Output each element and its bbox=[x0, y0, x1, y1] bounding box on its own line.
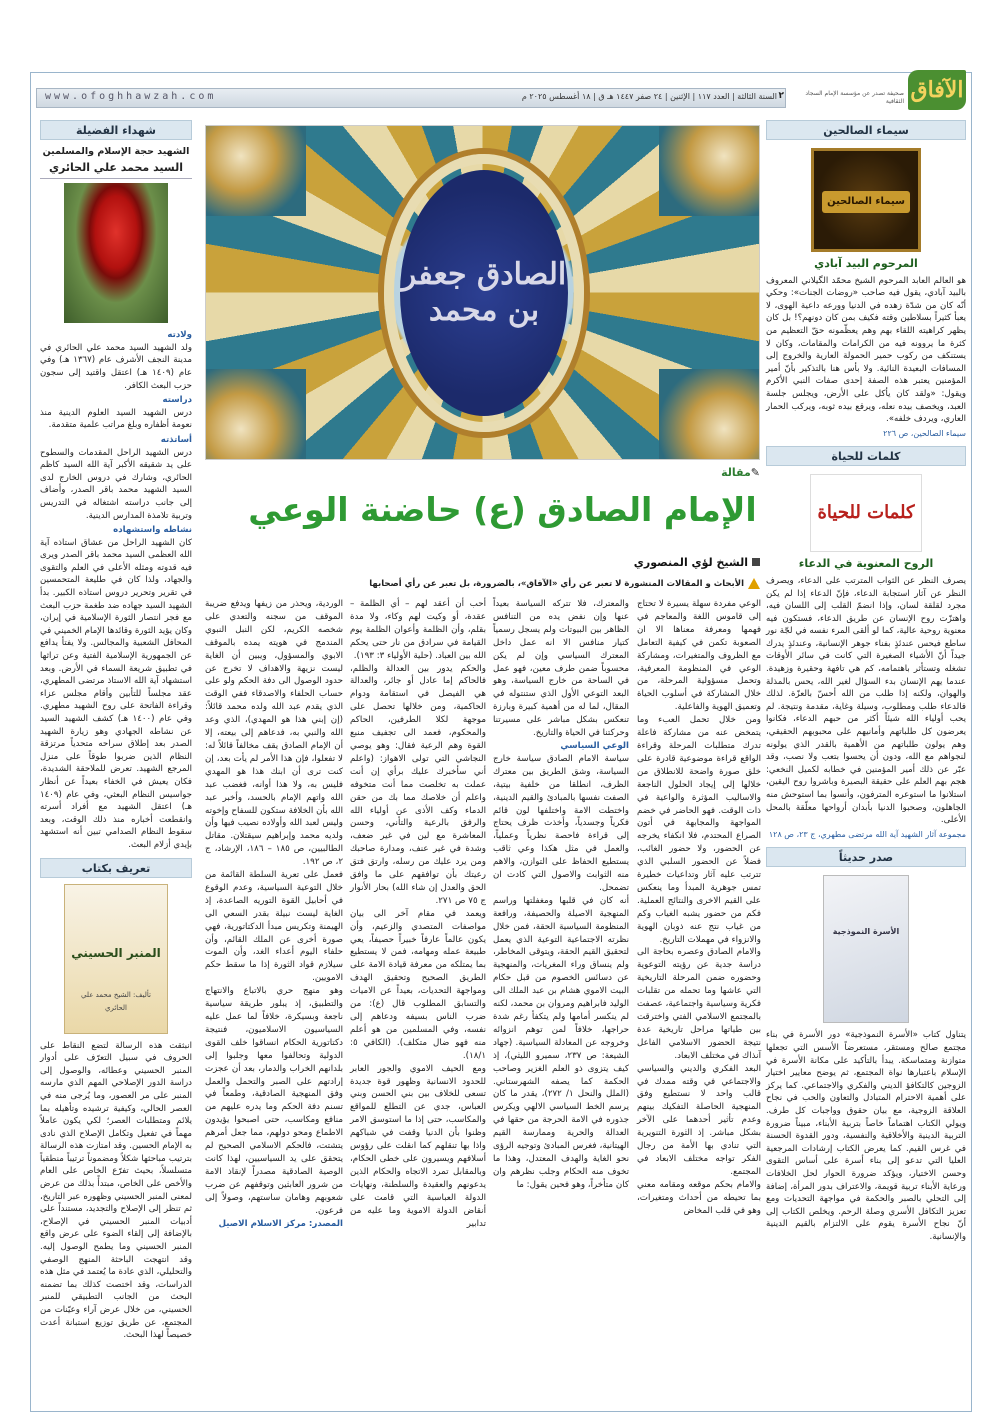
pen-icon: ✎ bbox=[750, 466, 760, 479]
col1-para: والامام الصادق وعصره بحاجة الى دراسة جدية عن رؤيته التوعوية وحضوره ضمن المرحلة التاريخية التي عاشها وما تحمله من تقلبات فكرية وسياسية واجتماعية، عصفت بالمجتمع الاسلامي الفتي واخترقت بين طياتها مراحل تاريخية عدة نتيجة الحضور الاسلامي الفاعل آنذاك في مختلف الابعاد. bbox=[637, 947, 761, 1061]
salehin-caption: المرحوم البيد آبادي bbox=[814, 257, 918, 270]
words-text: يصرف النظر عن الثواب المترتب على الدعاء، ويصرف النظر عن آثار استجابة الدعاء، فإنّ الدعاء إذا لم يكن مجرد لقلقة لسان، وإذا انضمّ القلب إلى اللسان فيه، واهتزّت روح الإنسان عن طريق الدعاء، فستكون فيه معنوية روحية عالية، كما لو ألقى المرء نفسه في لجّة نور ساطع فيحس عندئذٍ بفناء جوهر الإنسانية، وعندئذٍ يدرك جيداً أنّ الأشياء الصغيرة التي كانت في سائر الأوقات تشغله وتستأثر باهتمامه، كم هي تافهة وحقيرة وزهيدة. عندما يهم الإنسان بدء السؤال لغير الله، يحس بالمذلة والهوان، ولكنه إذا طلب من الله أحسّ بالعزّة. لذلك فالدعاء طلب ومطلوب، وسيلة وغاية، مقدمة ونتيجة. لم يحب أولياء الله شيئاً أكثر من حبهم الدعاء، فكانوا يعرضون كل طلباتهم وأمانيهم على محبوبهم الحقيقي، وهم يولون طلباتهم من الأهمية بالقدر الذي يولونه لنجواهم مع الله، ودون أن يحسوا بتعب ولا نصب، وقد عبّر عن ذلك أمير المؤمنين في خطابه لكميل النخعي: هجم بهم العلم على حقيقة البصيرة وباشروا روح اليقين، استلانوا ما استوعره المترفون، وأنسوا بما استوحش منه الجاهلون، وصحبوا الدنيا بأبدان أرواحها معلّقة بالمحل الأعلى. bbox=[766, 575, 966, 826]
section-title-book: تعريف بكتاب bbox=[40, 858, 192, 878]
col1-para: الوعي مفردة سهلة يسيرة لا تحتاج إلى قاموس اللغة والمعاجم في فهمها ومعرفة معناها الا ان الصعوبة تكمن في كيفية التعامل مع الظروف والمتغيرات، ومشاركة الوعي في المنظومة المعرفية، وتحمل مسؤولية المرحلة، من خلال المشاركة في أسلوب الحياة وتعميق الهوية والفاعلية. bbox=[637, 599, 761, 713]
words-caption: الروح المعنوية في الدعاء bbox=[798, 557, 934, 571]
article-disclaimer bbox=[240, 578, 760, 589]
activity-head: نشاطه واستشهاده bbox=[113, 525, 192, 536]
left-sidebar bbox=[40, 120, 192, 1344]
salehin-illustration bbox=[811, 148, 921, 252]
tulip-image bbox=[64, 183, 168, 323]
col2-para: سياسة الامام الصادق سياسة خارج السياسة، وشق الطريق بين معترك الظرف، انطلقا من خلفية بيتية، الصفت نفسها بالمبادئ والقيم الدينية، واختطت الامة واختلفها لون قائم فكرياً وجسدياً، وأخذت ظرف يحتاج إلى قراءة فاحصة نظرياً وعملياً، والعمل في مثل هكذا وعي ثاقب يستطيع الحفاظ على التوازن، والاهم منه الثوابت والاصول التي كادت ان تضمحل. bbox=[493, 753, 629, 893]
book-text: انبثقت هذه الرسالة لتضع النقاط على الحروف في سبيل التعرّف على أدوار المنبر الحسيني وعطائه، والوصول إلى دراسة الدور الإصلاحي المهم الذي مارسه المنبر على مر العصور، وما يُرجى منه في العصر الحالي، وكيفية ترشيده وتأهيله بما يلائم ومتطلبات العصر؛ لكي يكون عاملاً مهماً في تفعيل وتكامل الإصلاح الذي نادى به الإمام الحسين. وقد امتازت هذه الرسالة بترتيب مباحثها شكلاً ومضموناً ترتيباً منطقياً متسلسلاً، بحيث تفرّع الخاص على العام والأخص على الخاص، مبتدأً بذلك من عرض لمعنى المنبر الحسيني وظهوره عبر التاريخ، ثم تنظر إلى الإصلاح والتجديد، مستنداً على أدبيات المنبر الحسيني في الإصلاح، بالإضافة إلى إلقاء الضوء على عرض واقع المنبر الحسيني وما يطمح الوصول إليه. وقد انتهجت الباحثة المنهج الوصفي والتحليلي، الذي عادة ما يُعتمد في مثل هذه الدراسات، وقد اختصت كذلك بما تضمنه البحث من الجانب التطبيقي للمنبر الحسيني، من خلال عرض آراء وعيّنات من المجتمع، عن طريق توزيع استبانة أعدت خصيصاً لهذا البحث. bbox=[40, 1040, 192, 1341]
col1-para: البعد الفكري والديني والسياسي والاجتماعي في وقته ممدك في قالب واحد لا نستطيع وفق المنهجية الحاصلة التفكيك بينهم وعدم تأثير أحدهما على الآخر بشكل مباشر. إذ الثورة التنويرية التي تنادي بها الأمة من رجال الفكر تواجه مختلف الابعاد في المجتمع. bbox=[637, 1063, 761, 1177]
hero-medallion bbox=[400, 170, 568, 416]
col2-para: والمعترك، فلا تتركه السياسة بعيداً عنها وإن نفض يده من التنافس الظاهر بين البيوتات ولم يسجل رسمياً كتيار منافس الا انه عمل داخل المعترك السياسي وإن لم يكن محسوباً ضمن طرف معين، فهو عمل في الساحة من خارج السياسة، وهو البعد التوعي الأول الذي ستنتوله في المقال، لما له من أهمية كبيرة وبارزة تنعكس بشكل مباشر على مسيرتنا وحركتنا في الحياة والتاريخ. bbox=[493, 599, 629, 739]
birth-text: ولد الشهيد السيد محمد علي الحائري في مدينة النجف الأشرف عام (١٣٦٧ هـ) وفي عام (١٤٠٩ هـ) اعتقل واقتيد إلى سجون حزب البعث الكافر. bbox=[40, 342, 192, 391]
col4-para: وهو منهج حري بالاتباع والانتهاج والتطبيق، إذ يبلور طريقة سياسية ناجعة وبسيكرة، خلافاً لما عمل عليه السياسيون الاسلاميون، فنتيجة دكتاتورية الحكام انساقوا خلف القوى الدولية وتحالفوا معها وجلبوا إلى بلدانهم الخراب والدمار، بعد أن عجزت إرادتهم على الصبر والتحمل والعمل وفق المنهجية الصادقية، وطمعاً في تسنم دفة الحكم وما يدره عليهم من منافع ومكاسب، حتى اصبحوا يؤيدون الاطماع ومحو دولهم، مما جعل أمرهم يتشتت، فالحكم الاسلامي الصحيح لم يتحقق على يد السياسيين، لهذا كانت الوصية الصادقية مصدراً لإنقاذ الامة من شرور العابثين وتوقفهم عن ضرب شعوبهم وهامان ساستهم، وصولاً إلى فرعون. bbox=[205, 986, 343, 1216]
book-cover-author: تأليف: الشيخ محمد علي الحائري bbox=[81, 991, 151, 1012]
newspaper-logo: الآفاق bbox=[908, 70, 966, 110]
new-release-text: يتناول كتاب «الأسرة النموذجية» دور الأسرة في بناء مجتمع صالح ومستقر، مستعرضاً الأسس التي تجعلها متوازنة ومتماسكة. يبدأ بالتأكيد على مكانة الأسرة في الإسلام باعتبارها نواة المجتمع، ثم يوضح معايير اختيار الزوجين كالتكافؤ الديني والفكري والاجتماعي. كما يركز على أهمية الاحترام المتبادل والتعاون والحب في نجاح العلاقة الزوجية، مع بيان حقوق وواجبات كل طرف. ويولي الكتاب اهتماماً خاصاً بتربية الأبناء، مبيناً ضرورة التربية الدينية والأخلاقية والنفسية، ودور القدوة الحسنة في غرس القيم. كما يعرض الكتاب إرشادات المرجعية العليا التي تدعو إلى بناء أسرة على أساس التقوى وحسن الاختيار، ويؤكد ضرورة الحوار لحل الخلافات ورعاية الأبناء تربية قويمة، والاعتراف بدور المرأة، إضافة إلى التحلي بالصبر والحكمة في مواجهة التحديات ومع تعزيز التكافل الأسري وصلة الرحم. ويخلص الكتاب إلى أنّ نجاح الأسرة يقوم على الالتزام بالقيم الدينية والإنسانية. bbox=[766, 1030, 966, 1242]
article-kicker bbox=[721, 466, 760, 479]
words-source: مجموعة آثار الشهيد آية الله مرتضى مطهري، ج ٢٣، ص ١٢٨ bbox=[768, 829, 966, 839]
hero-corner-ornament bbox=[205, 369, 306, 460]
book-cover bbox=[64, 884, 168, 1034]
col4-para: الوردية، ويحذر من زيفها ويدفع ضريبة الموقف من سجنه والتعدي على شخصه الكريم، لكن النبل النبوي المندمج في هويته يمده بالموقف الابوي والمسؤول، ويبين أن الغاية ليست نزيهة والاهداف لا تخرج عن حدود الوصول الى دفة الحكم ولو على حساب الحلفاء والاصدقاء ففي الوقت الذي يقدم عبد الله ولده محمد قائلاً: (إن إبني هذا هو المهدي)، الذي وعد الله والنبي به، فدعاهم إلى بيعته، إلا أن الإمام الصادق يقف مخالفاً قائلاً له: لا تفعلوا، فإن هذا الأمر لم يأت بعد، إن كنت ترى أن ابنك هذا هو المهدي فليس به، ولا هذا أوانه، فغضب عبد الله واتهم الإمام بالحسد، وأخبر عبد الله بأن الخلافة ستكون للسفاح وإخوته وليس لعبد الله وأولاده نصيب فيها وأن ولديه محمد وإبراهيم سيقتلان. مقاتل الطالبيين، ص ١٨٥ – ١٨٦، الإرشاد، ج ٢، ص ١٩٢. bbox=[205, 599, 343, 868]
dateline: السنة الثالثة | العدد ١١٧ | الإثنين | ٢٤ صفر ١٤٤٧ هـ ق | ١٨ أغسطس ٢٠٢٥ م bbox=[521, 92, 777, 101]
right-sidebar bbox=[766, 120, 966, 1245]
col3-para: والحكم يدور بين العدالة والظلم، فالحاكم إما عادل أو جائر، والعدالة هي الفيصل في استقامة ودوام الحاكمية، ومن خلالها تحصل على موجهة لكلا الطرفين، الحاكم والمحكوم، فعمد الى تجفيف منبع القوة وهم الرعية فقال: وهو يوصي النجاشي التي تولى الاهواز: (واعلم أني سأخبرك عليك برأي إن أنت عملت به تخلصت مما أنت متخوفه واعلم أن خلاصك مما بك من حقن الدماء وكف الأذى عن أولياء الله والرفق بالرعية والتأني، وحسن المعاشرة مع لين في غير ضعف، وشدة في غير عنف، ومدارة صاحبك ومن يرد عليك من رسله، وارتق فتق رعيتك بأن توافقهم على ما وافق الحق والعدل إن شاء الله) بحار الأنوار ج ٧٥ ص ٢٧١. bbox=[350, 663, 486, 906]
col3-para: ومع الحيف الاموي والجور العابر للحدود الانسانية وظهور قوة جديدة تسعى للخلاف بين بني الحسن وبني العباس، جدي عن التطلع للمواقع والمكاسب، حتى إذا ما استوسق الامر وظنوا بأن الدنيا وقفت في شباكهم واذا بها تنقلهم كما انقلت على رؤوس أسلافهم ويسيرون على خطى الحكام، وبالمقابل تمرد الاتجاه والحكام الذين يدعونهم والعقيدة والسلطنة، ونهايات الدولة العباسية التي قامت على أنقاض الدولة الاموية وما عليه من تدابير bbox=[350, 1063, 486, 1229]
hero-corner-ornament bbox=[659, 125, 760, 216]
article-source: المصدر: مركز الاسلام الاصيل bbox=[218, 1218, 343, 1229]
col4-para: فعمل على تعرية السلطة القائمة من خلال التوعية السياسية، وعدم الوقوع في أحابيل القوة التوريه الصاعدة، إذ الغاية ليست نبيلة بقدر السعي الى الهيمنة وتكريس مبدأ الدكتاتورية، فهي صورة أخرى عن الملك القائم، وأن حلفاء اليوم أعداء الغد، وأن الموت سيلازم قواد الثورة إذا ما سقط حكم الامويين. bbox=[205, 870, 343, 984]
hero-calligraphy-text: الصادق جعفر بن محمد bbox=[401, 257, 567, 328]
article-headline: الإمام الصادق (ع) حاضنة الوعي bbox=[248, 490, 757, 529]
masthead bbox=[788, 70, 966, 110]
salehin-source: سيماء الصالحين، ص ٢٢٦ bbox=[883, 428, 966, 438]
martyr-rank: الشهيد حجة الإسلام والمسلمين bbox=[42, 146, 190, 157]
study-head: دراسته bbox=[162, 395, 192, 406]
col2-subhead: الوعي السياسي bbox=[560, 740, 629, 751]
page-number: ٢ bbox=[778, 91, 784, 101]
illustration-label: سيماء الصالحين bbox=[822, 191, 910, 213]
col3-para: أحب أن أعقد لهم – أي الظلمة – عقدة، أو وكيت لهم وكاء، ولا مدة بقلم، وأن الظلمة وأعوان الظلمة يوم القيامة في سرادق من نار حتى يحكم الله بين العباد. (حلية الأولياء ٣: ١٩٣). bbox=[350, 599, 486, 661]
disclaimer-text: الأبحاث و المقالات المنشورة لا تعبر عن رأي «الآفاق»، بالضرورة، بل تعبر عن رأي أصحابها bbox=[369, 579, 744, 589]
tagline: صحيفة تصدر عن مؤسسة الإمام السجاد الثقافية bbox=[805, 90, 904, 105]
hero-calligraphy-image bbox=[205, 125, 760, 460]
article-column-3 bbox=[350, 598, 486, 1230]
col2-para: أنه كان في قلبها ومغفلتها وراسم المنهجية الاصيلة والحصيفة، ورافعة المنظومة السياسية الحقة، فمن خلال نظرته الاجتماعية التوعية الذي يعمل لتحقيق القيم الحقة، ويتوقى المخاطر، ولم ينساق وراء المغريات، والمنهجية عن دسائس الخصوم من قبل حكام البيت الاموي هشام بن عبد الملك الى الوليد فابراهيم ومروان بن محمد، لكنه لم ينكسر أمامها ولم يتكفأ رغم شدة حراجها، خلافاً لمن توهم انزوائه وخروجه عن المعادلة السياسية. (جهاد الشيعة: ص ٢٣٧، سميرو الليثي)، إذ كيف يتزوى ذو العلم الغزير وصاحب الحكمة كما يصفه الشهرستاني. (الملل والنحل ١/ ٢٧٢)، يقدر ما كان يرسم الخط السياسي الالهي ويكرس جذوره في الامة الحرجة من حقها في العدالة والحرية وممارسة القيم الهيتانية، فغرس المبادئ وتوجيه الرؤى نحو الغاية والهدف المعتدل، وهذا ما تخوف منه الحكام وجلب نظرهم وان كان متأخراً، وهو فحين يقول: ما bbox=[493, 895, 629, 1190]
teachers-text: درس الشهيد الراحل المقدمات والسطوح على يد شقيقه الأكبر آية الله السيد كاظم الحائري، وشارك في دروس الخارج لدى السيد الشهيد محمد باقر الصدر، وأضاف إلى جانب دراسته اشتغاله في التدريس وتربية تلامذة المدارس الدينية. bbox=[40, 447, 192, 521]
article-column-4 bbox=[205, 598, 343, 1230]
col1-para: ومن خلال تحمل العبء وما يتمخض عنه من مشاركة فاعلة تدرك متطلبات المرحلة وقراءة الواقع قراءة موضوعية قادرة على خلق صورة واضحة للانطلاق من خلالها إلى إيجاد الحلول الناجعة والاساليب المؤثرة والواعية في ذات الوقت. فهو الحاضر في خضم المواجهة والمجابهة في أتون الصراع المحتدم، فلا انكفاء يخرجه عن الحضور، ولا حضور الغائب، فضلاً عن الحضور السلبي الذي تترتب عليه آثار وتداعيات خطيرة تمس جوهرية المبدأ وما ينعكس على القيم الاخرى والنتائج العملية. فكم من حضور يشبه الغياب وكم من غياب نتج عنه ذوبان الهوية والانزواء في مهملات التاريخ. bbox=[637, 715, 761, 945]
section-title-words: كلمات للحياة bbox=[766, 446, 966, 466]
hero-corner-ornament bbox=[205, 125, 306, 216]
words-for-life-card: كلمات للحياة bbox=[810, 474, 922, 552]
book-cover-title: المنبر الحسيني bbox=[71, 945, 161, 960]
article-column-1 bbox=[637, 598, 761, 1218]
martyr-name: السيد محمد علي الحائري bbox=[40, 162, 192, 180]
salehin-text: هو العالم العابد المرحوم الشيخ محمّد الگيلاني المعروف بالبيد آبادي، يقول فيه صاحب «روضات الجنات»: وحكي أنّه كان من شدّة زهده في الدنيا وورعه داعية الهوى، لا يعبأ كثيراً بسلاطين وقته فكيف بمن كان دونهم؟! بل كان يظهر كراهيته اللقاء بهم وهم يعظّمونه حقّ التعظيم من كثرة ما يروونه فيه من الكرامات والمقامات، وكان لا يستنكف من ركوب حمير الحمولة العارية والخروج إلى المسافات البعيدة النائية. ولا بأس هنا بالتذكير بأنّ أمير المؤمنين يعتبر هذه الصفة إحدى صفات النبي الأكرم ويقول: «ولقد كان يأكل على الأرض، ويجلس جلسة العبد، ويخصف بيده نعله، ويرقع بيده ثوبه، ويركب الحمار العاري، ويردف خلفه». bbox=[766, 275, 966, 425]
kicker-label: مقالة bbox=[721, 466, 751, 479]
hero-corner-ornament bbox=[659, 369, 760, 460]
section-title-martyrs: شهداء الفضيلة bbox=[40, 120, 192, 140]
warning-icon bbox=[748, 578, 760, 589]
activity-text: كان الشهيد الراحل من عشاق استاذه آية الله العظمى السيد محمد باقر الصدر ويرى فيه قدوته ومثله الأعلى في العلم والتقوى والجهاد، ولذا كان في طليعة المتحمسين في تقرير وتحرير دروس استاذه الكبير. بدأ الشهيد السيد جهاده ضد طغمة حزب البعث مع فجر انتصار الثورة الإسلامية في إيران، وكان يؤيد الثورة وقائدها الإمام الخميني في المحافل الشعبية والمجالس. ولا يفتأ يدافع عن الجمهورية الإسلامية الفتية وعن تراثها في تطبيق شريعة السماء في الأرض. وبعد استشهاد آية الله الاستاذ مرتضى المطهري، عقد مجلساً للتأبين وأقام مجلس عزاء وقراءة الفاتحة على روح الشهيد مطهري. وفي عام (١٤٠٠ هـ) كشف الشهيد السيد عن نشاطه الجهادي وهو زيارة الشهيد الصدر بعد إطلاق سراحه متحدياً مرتزقة النظام الذين ضربوا طوقاً على منزل المرجع الشهيد. تعرض للملاحقة الشديدة، فكان يعيش في الخفاء بعيداً عن أنظار جواسيس النظام البعثي، وفي عام (١٤٠٩ هـ) اعتقل الشهيد مع أفراد أسرته وانقطعت أخباره منذ ذلك الوقت، وبعد سقوط النظام الصدامي تبين أنه استشهد بإيدي أزلام البعث. bbox=[40, 537, 193, 850]
section-title-salehin: سيماء الصالحين bbox=[766, 120, 966, 140]
site-url[interactable]: www.ofoghhawzah.com bbox=[45, 91, 217, 102]
birth-head: ولادته bbox=[167, 330, 192, 341]
new-release-book-cover bbox=[823, 875, 909, 1023]
col3-para: ويعمد في مقام آخر الى بيان مواصفات المتصدي والزعيم، وأن يكون عالماً عارفاً خبيراً حصيفاً، يعي طبيعة عمله ومهامه، فمن لا يستطيع بما يمتلكه من معرفة قيادة الامة على الطريق الصحيح وتحقيق الهدف ومواجهة التحديات، بعيداً عن الاميات والتسابق المطلوب قال (ع): من ضرب الناس بسيفه ودعاهم إلى نفسه، وفي المسلمين من هو أعلم منه فهو ضال متكلف). (الكافي ٥: ١٨/١). bbox=[350, 908, 486, 1061]
col1-para: والامام بحكم موقعه ومقامه معني بما تحيطه من أحداث ومتغيرات، وهو في قلب المخاض bbox=[637, 1179, 761, 1216]
article-column-2 bbox=[493, 598, 629, 1192]
new-release-book-title: الأسرة النموذجية bbox=[832, 927, 900, 937]
header-bar bbox=[36, 77, 966, 108]
header-strip bbox=[36, 88, 786, 108]
study-text: درس الشهيد السيد العلوم الدينية منذ نعومة أظفاره وبلغ مراتب علمية متقدمة. bbox=[40, 407, 192, 431]
section-title-new-release: صدر حديثاً bbox=[766, 847, 966, 867]
article-author: الشيخ لؤي المنصوري bbox=[480, 556, 760, 569]
teachers-head: أساتذته bbox=[160, 434, 192, 445]
